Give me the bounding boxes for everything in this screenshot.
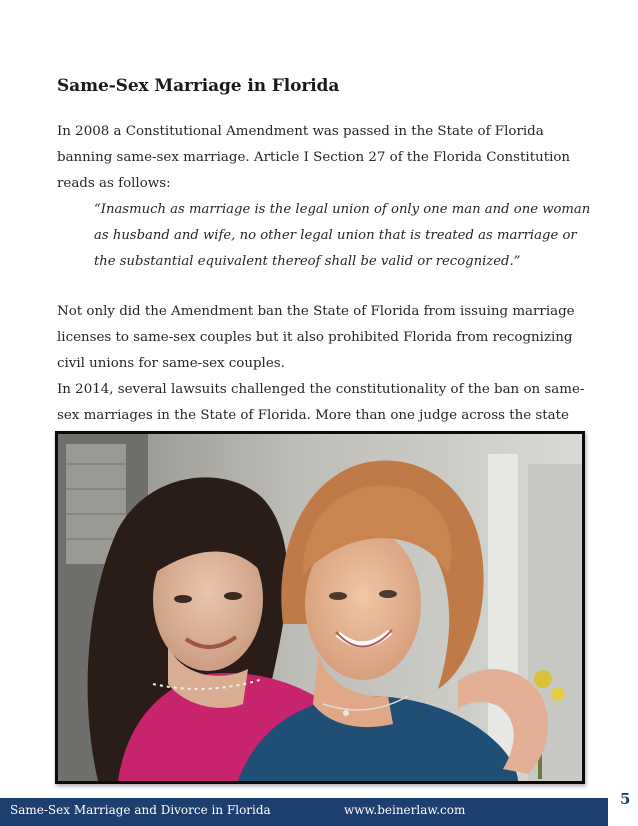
paragraph-lawsuits: In 2014, several lawsuits challenged the constitutionality of the ban on same-sex marriages in the State of Florida. More than one judge across the state bbox=[57, 382, 585, 423]
page-number: 5 bbox=[620, 790, 631, 808]
footer-website: www.beinerlaw.com bbox=[344, 803, 466, 817]
paragraph-intro: In 2008 a Constitutional Amendment was passed in the State of Florida banning same-sex marriage. Article I Section 27 of the Florida Constitution reads as follows: bbox=[57, 124, 571, 191]
couple-photo-illustration bbox=[58, 434, 582, 781]
constitution-quote: “Inasmuch as marriage is the legal union of only one man and one woman as husband and wife, no other legal union that is treated as marriage or the substantial equivalent thereof shall be valid or recognized.” bbox=[94, 202, 591, 269]
paragraph-amendment-effects: Not only did the Amendment ban the State of Florida from issuing marriage licenses to same-sex couples but it also prohibited Florida from recognizing civil unions for same-sex couples. bbox=[57, 304, 575, 371]
footer-bar bbox=[0, 798, 638, 826]
footer-document-title: Same-Sex Marriage and Divorce in Florida bbox=[10, 803, 271, 817]
couple-photo bbox=[55, 431, 585, 784]
section-heading: Same-Sex Marriage in Florida bbox=[57, 76, 340, 96]
